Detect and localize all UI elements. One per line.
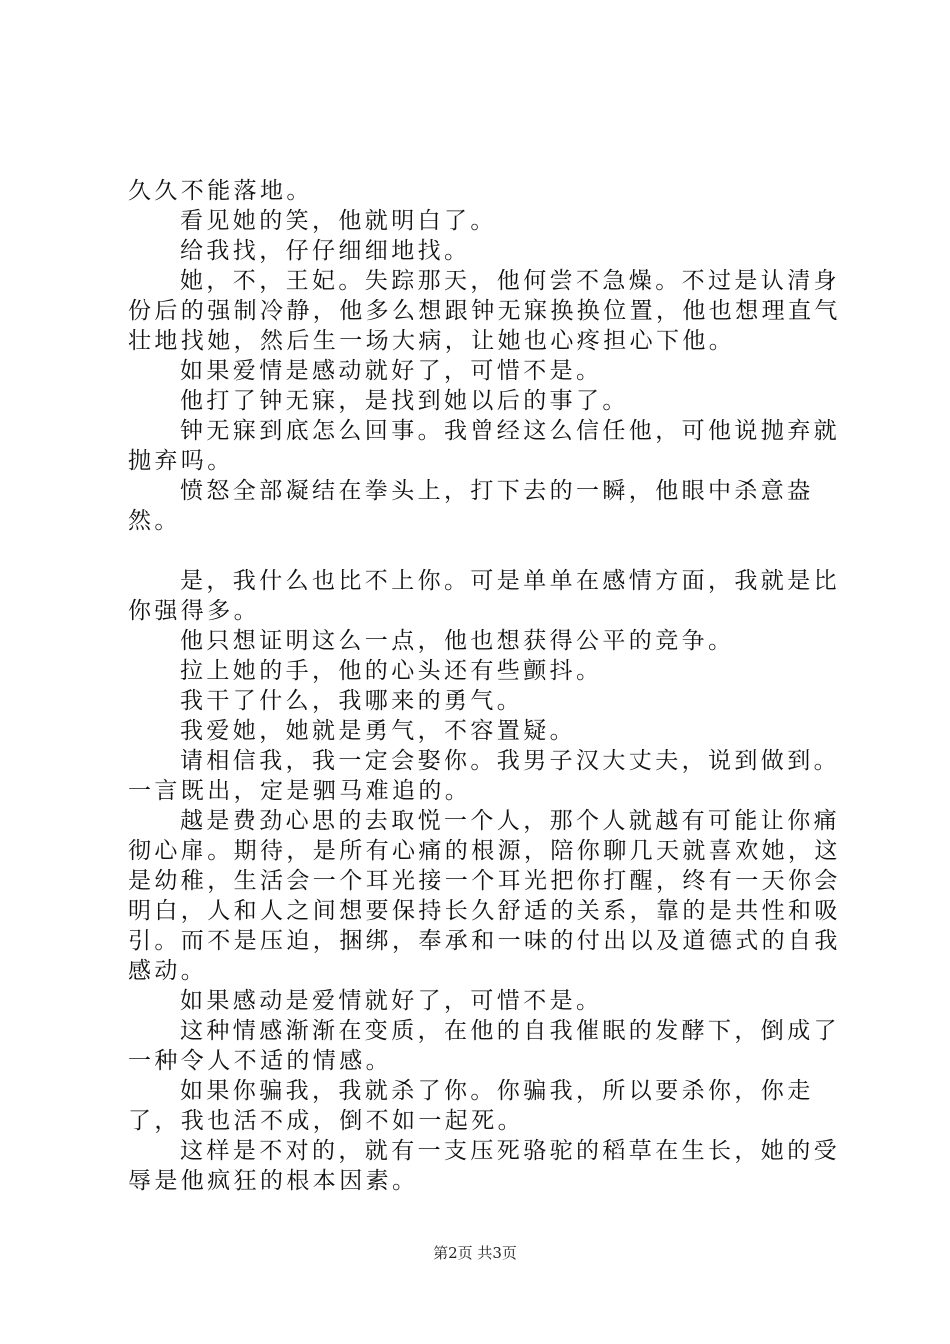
paragraph: 看见她的笑，他就明白了。 bbox=[180, 208, 497, 234]
paragraph: 这样是不对的，就有一支压死骆驼的稻草在生长，她的受辱是他疯狂的根本因素。 bbox=[128, 1138, 840, 1194]
paragraph: 我爱她，她就是勇气，不容置疑。 bbox=[180, 718, 576, 744]
paragraph: 我干了什么，我哪来的勇气。 bbox=[180, 688, 524, 714]
page-number-footer: 第2页 共3页 bbox=[433, 1244, 517, 1262]
paragraph: 钟无寐到底怎么回事。我曾经这么信任他，可他说抛弃就抛弃吗。 bbox=[128, 418, 840, 474]
paragraph: 他只想证明这么一点，他也想获得公平的竞争。 bbox=[180, 628, 735, 654]
paragraph: 这种情感渐渐在变质，在他的自我催眠的发酵下，倒成了一种令人不适的情感。 bbox=[128, 1018, 840, 1074]
paragraph: 给我找，仔仔细细地找。 bbox=[180, 238, 471, 264]
paragraph: 如果你骗我，我就杀了你。你骗我，所以要杀你，你走了，我也活不成，倒不如一起死。 bbox=[128, 1078, 814, 1134]
paragraph: 越是费劲心思的去取悦一个人，那个人就越有可能让你痛彻心扉。期待，是所有心痛的根源，陪你聊几天就喜欢她，这是幼稚，生活会一个耳光接一个耳光把你打醒，终有一天你会明白，人和人之间想要保持长久舒适的关系，靠的是共性和吸引。而不是压迫，捆绑，奉承和一味的付出以及道德式的自我感动。 bbox=[128, 808, 841, 984]
paragraph: 请相信我，我一定会娶你。我男子汉大丈夫，说到做到。一言既出，定是驷马难追的。 bbox=[128, 748, 840, 804]
paragraph: 如果爱情是感动就好了，可惜不是。 bbox=[180, 358, 603, 384]
paragraph: 久久不能落地。 bbox=[128, 178, 313, 204]
paragraph: 是，我什么也比不上你。可是单单在感情方面，我就是比你强得多。 bbox=[128, 568, 840, 624]
paragraph: 她，不，王妃。失踪那天，他何尝不急燥。不过是认清身份后的强制冷静，他多么想跟钟无寐换换位置，他也想理直气壮地找她，然后生一场大病，让她也心疼担心下他。 bbox=[128, 268, 841, 354]
paragraph: 如果感动是爱情就好了，可惜不是。 bbox=[180, 988, 603, 1014]
document-body bbox=[128, 176, 856, 1196]
paragraph: 拉上她的手，他的心头还有些颤抖。 bbox=[180, 658, 603, 684]
paragraph: 愤怒全部凝结在拳头上，打下去的一瞬，他眼中杀意盎然。 bbox=[128, 478, 814, 534]
blank-line bbox=[128, 536, 856, 566]
paragraph: 他打了钟无寐，是找到她以后的事了。 bbox=[180, 388, 629, 414]
